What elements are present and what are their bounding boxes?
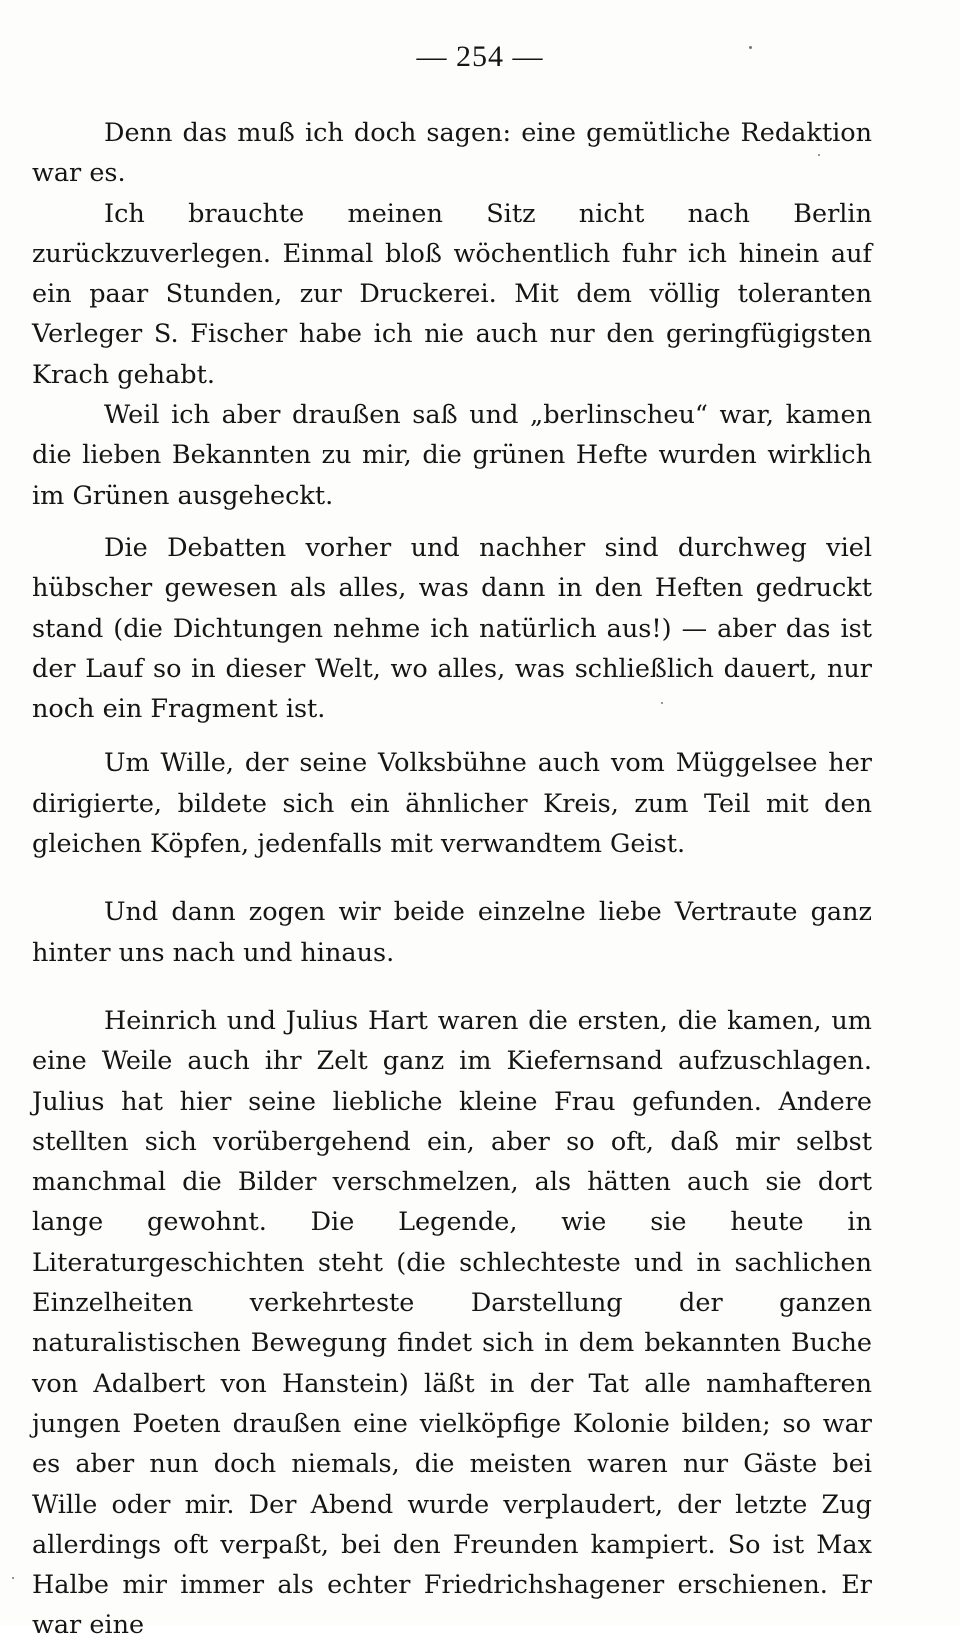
- page-number: — 254 —: [416, 40, 544, 73]
- paragraph-3: Weil ich aber draußen saß und „berlinscheu“ war, kamen die lieben Bekannten zu mir, die grünen Hefte wurden wirklich im Grünen ausgeheckt.: [32, 400, 872, 511]
- paragraph-4: Die Debatten vorher und nachher sind durchweg viel hübscher gewesen als alles, was dann in den Heften gedruckt stand (die Dichtungen nehme ich natürlich aus!) — aber das ist der Lauf so in dieser Welt, wo alles, was schließlich dauert, nur noch ein Fragment ist.: [32, 532, 872, 725]
- paragraph-1: Denn das muß ich doch sagen: eine gemütliche Redaktion war es.: [32, 118, 872, 189]
- paragraph-5: Um Wille, der seine Volksbühne auch vom Müggelsee her dirigierte, bildete sich ein ähnlicher Kreis, zum Teil mit den gleichen Köpfen, jedenfalls mit verwandtem Geist.: [32, 748, 872, 860]
- speck: [12, 1577, 14, 1579]
- paragraph-7: Heinrich und Julius Hart waren die ersten, die kamen, um eine Weile auch ihr Zelt ganz im Kiefernsand aufzuschlagen. Julius hat hier seine liebliche kleine Frau gefunden. Andere stellten sich vorübergehend ein, aber so oft, daß mir selbst manchmal die Bilder verschmelzen, als hätten auch sie dort lange gewohnt. Die Legende, wie sie heute in Literaturgeschichten steht (die schlechteste und in sachlichen Einzelheiten verkehrteste Darstellung der ganzen naturalistischen Bewegung findet sich in dem bekannten Buche von Adalbert von Hanstein) läßt in der Tat alle namhafteren jungen Poeten draußen eine vielköpfige Kolonie bilden; so war es aber nun doch niemals, die meisten waren nur Gäste bei Wille oder mir. Der Abend wurde verplaudert, der letzte Zug allerdings oft verpaßt, bei den Freunden kampiert. So ist Max Halbe mir immer als echter Friedrichshagener erschienen. Er war eine: [32, 1005, 872, 1641]
- speck: [749, 46, 752, 49]
- body-text: [32, 113, 872, 1646]
- speck: [818, 154, 820, 156]
- paragraph-6: Und dann zogen wir beide einzelne liebe Vertraute ganz hinter uns nach und hinaus.: [32, 897, 872, 968]
- paragraph-2: Ich brauchte meinen Sitz nicht nach Berlin zurückzuverlegen. Einmal bloß wöchentlich fuhr ich hinein auf ein paar Stunden, zur Druckerei. Mit dem völlig toleranten Verleger S. Fischer habe ich nie auch nur den geringfügigsten Krach gehabt.: [32, 198, 872, 390]
- speck: [661, 702, 663, 704]
